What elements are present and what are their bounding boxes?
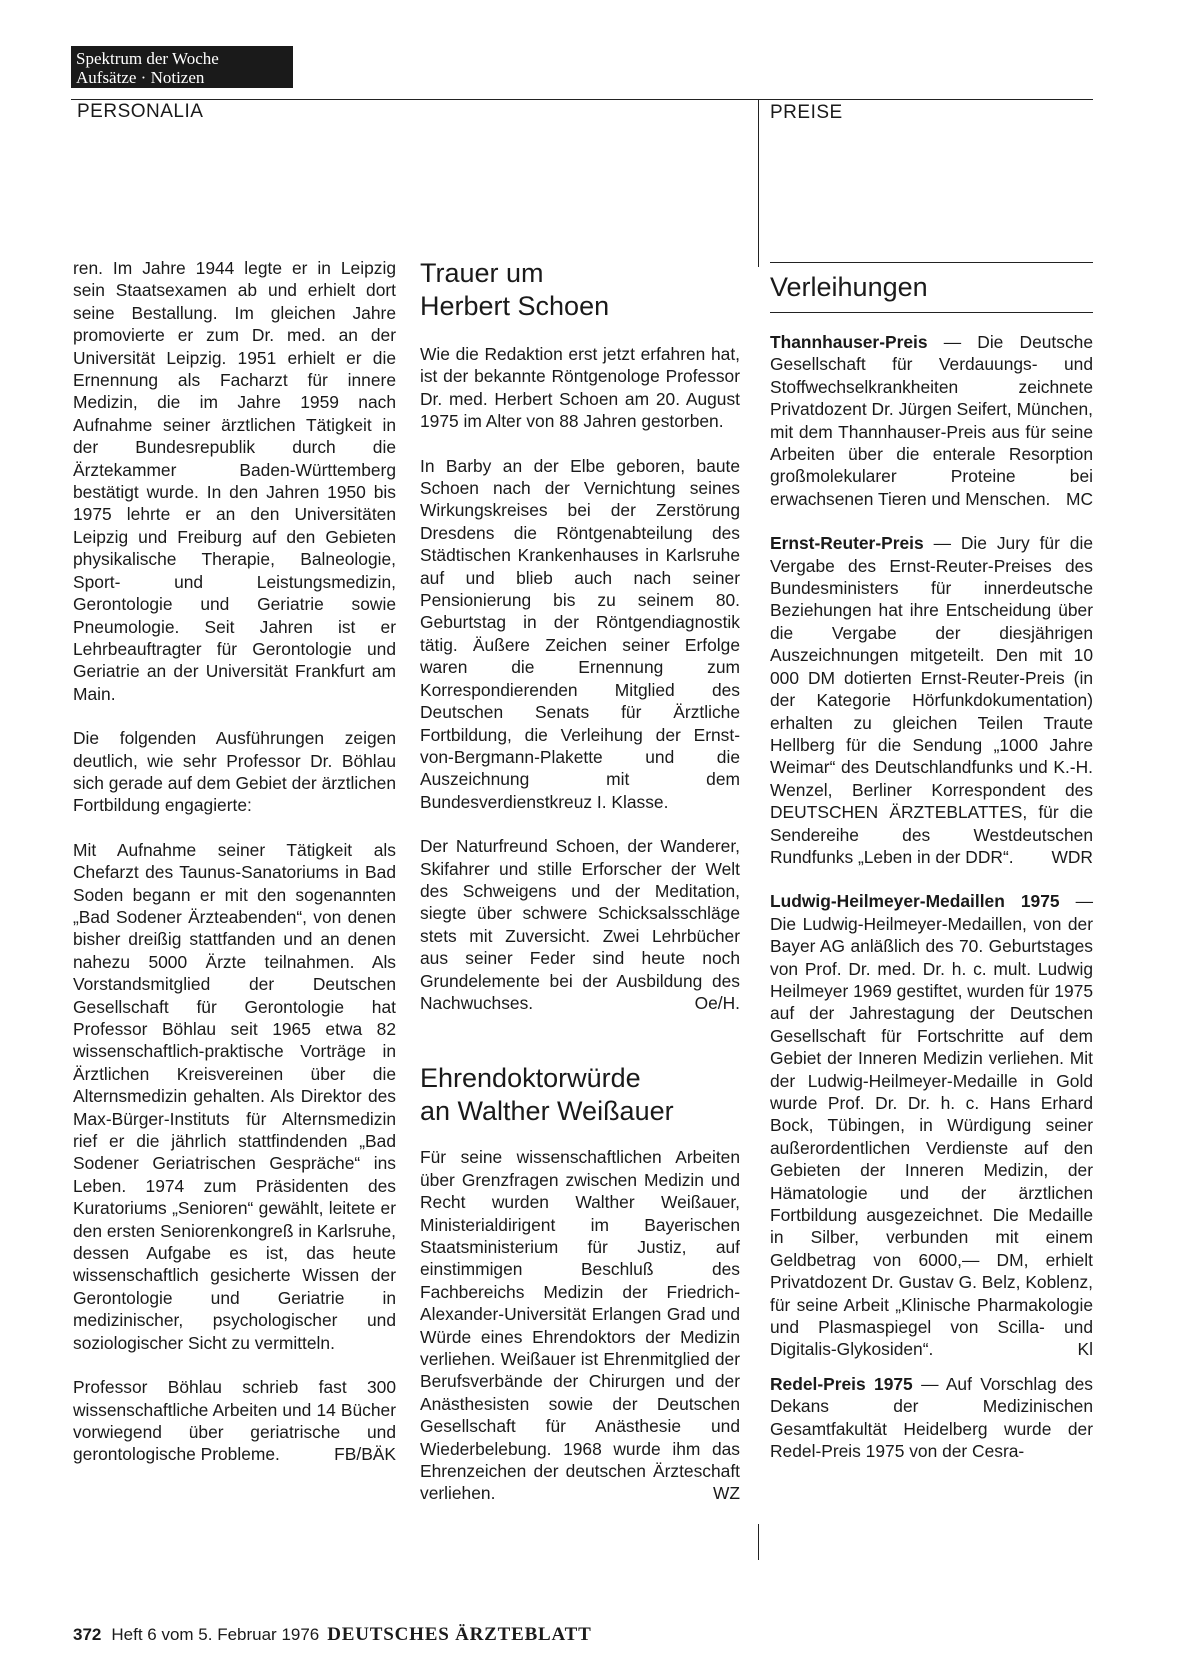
award-title: Ludwig-Heilmeyer-Medaillen 1975 [770,891,1060,912]
author-sign: WZ [712,1483,740,1504]
article-heading-schoen [420,257,740,323]
column-2 [420,257,740,1505]
paragraph-text: Professor Böhlau schrieb fast 300 wissenschaftliche Arbeiten und 14 Bücher vorwiegend über geriatrische und gerontologische Probleme. [73,1377,396,1465]
award-text: — Auf Vorschlag des Dekans der Medizinischen Gesamtfakultät Heidelberg wurde der Redel-Preis 1975 von der Cesra- [770,1373,1093,1462]
author-sign: WDR [1051,846,1093,867]
heading-line: Ehrendoktorwürde [420,1063,641,1094]
award-text: — Die Ludwig-Heilmeyer-Medaillen, von der Bayer AG anläßlich des 70. Geburtstages von Prof. Dr. med. Dr. h. c. mult. Ludwig Heilmeyer 1969 gestiftet, wurden für 1975 auf der Jahrestagung der Deutschen Gesellschaft für Fortschritte auf dem Gebiet der Inneren Medizin verliehen. Mit der Ludwig-Heilmeyer-Medaille in Gold wurde Prof. Dr. Dr. h. c. Hans Erhard Bock, Tübingen, in Würdigung seiner außerordentlichen Verdienste auf den Gebieten der Inneren Medizin, der Hämatologie und der ärztlichen Fortbildung ausgezeichnet. Die Medaille in Silber, verbunden mit einem Geldbetrag von 6000,— DM, erhielt Privatdozent Dr. Gustav G. Belz, Koblenz, für seine Arbeit „Klinische Pharmakologie und Plasmaspiegel von Scilla- und Digitalis-Glykosiden“. [770,891,1093,1360]
issue-info: Heft 6 vom 5. Februar 1976 [111,1625,320,1644]
column-1 [73,257,396,1466]
award-entry [770,890,1093,1361]
award-entry [770,1373,1093,1463]
section-label-personalia: PERSONALIA [77,101,204,122]
column-3 [770,262,1093,1463]
article-heading-weissauer [420,1062,740,1128]
page-number: 372 [73,1625,102,1644]
award-title: Ernst-Reuter-Preis [770,533,924,554]
paragraph-text: Der Naturfreund Schoen, der Wanderer, Skifahrer und stille Erforscher der Welt des Schweigens und der Meditation, siegte über schwere Schicksalsschläge stets mit Zuversicht. Zwei Lehrbücher aus seiner Feder sind heute noch Grundelemente bei der Ausbildung des Nachwuchses. [420,836,740,1013]
author-sign: FB/BÄK [334,1444,396,1465]
heading-line: Herbert Schoen [420,291,610,321]
paragraph: Mit Aufnahme seiner Tätigkeit als Chefarzt des Taunus-Sanatoriums in Bad Soden begann er mit den sogenannten „Bad Sodener Ärzteabenden“, von denen bisher dreißig stattfanden und an denen nahezu 5000 Ärzte teilnahmen. Als Vorstandsmitglied der Deutschen Gesellschaft für Gerontologie hat Professor Böhlau seit 1965 etwa 82 wissenschaftlich-praktische Vorträge in Ärztlichen Kreisvereinen über die Alternsmedizin gehalten. Als Direktor des Max-Bürger-Instituts für Alternsmedizin rief er die jährlich stattfindenden „Bad Sodener Geriatrischen Gespräche“ ins Leben. 1974 zum Präsidenten des Kuratoriums „Senioren“ gewählt, leitete er den ersten Seniorenkongreß in Karlsruhe, dessen Aufgabe es ist, das heute wissenschaftlich gesicherte Wissen der Gerontologie und Geriatrie in medizinischer, psychologischer und soziologischer Sicht zu vermitteln. [73,839,396,1353]
paragraph [420,835,740,1014]
column-divider-bottom [758,1524,759,1560]
column-divider-top [758,99,759,267]
award-entry [770,331,1093,510]
paragraph: Die folgenden Ausführungen zeigen deutlich, wie sehr Professor Dr. Böhlau sich gerade auf dem Gebiet der ärztlichen Fortbildung engagierte: [73,728,396,816]
author-sign: Kl [1077,1339,1093,1360]
badge-line-2: Aufsätze · Notizen [76,68,205,87]
author-sign: Oe/H. [694,992,740,1013]
heading-line: an Walther Weißauer [420,1096,674,1127]
award-text: — Die Deutsche Gesellschaft für Verdauungs- und Stoffwechselkrankheiten zeichnete Privatdozent Dr. Jürgen Seifert, München, mit dem Thannhauser-Preis aus für seine Arbeiten über die enterale Resorption großmolekularer Proteine bei erwachsenen Tieren und Menschen. [770,332,1093,509]
paragraph [73,1376,396,1466]
award-title: Redel-Preis 1975 [770,1373,913,1394]
award-text: — Die Jury für die Vergabe des Ernst-Reuter-Preises des Bundesministers für innerdeutsche Beziehungen hat ihre Entscheidung über die Vergabe der diesjährigen Auszeichnungen mitgeteilt. Den mit 10 000 DM dotierten Ernst-Reuter-Preis (in der Kategorie Hörfunkdokumentation) erhalten zu gleichen Teilen Traute Hellberg für die Sendung „1000 Jahre Weimar“ des Deutschlandfunks und K.-H. Wenzel, Berliner Korrespondent des DEUTSCHEN ÄRZTEBLATTES, für die Sendereihe des Westdeutschen Rundfunks „Leben in der DDR“. [770,533,1093,867]
author-sign: MC [1065,488,1093,509]
heading-line: Trauer um [420,258,544,288]
page-footer [73,1624,592,1646]
paragraph: ren. Im Jahre 1944 legte er in Leipzig sein Staatsexamen ab und erhielt dort seine Bestallung. Im gleichen Jahre promovierte er zum Dr. med. an der Universität Leipzig. 1951 erhielt er die Ernennung als Facharzt für innere Medizin, die im Jahre 1959 nach Aufnahme seiner ärztlichen Tätigkeit in der Bundesrepublik durch die Ärztekammer Baden-Württemberg bestätigt wurde. In den Jahren 1950 bis 1975 lehrte er an den Universitäten Leipzig und Freiburg auf den Gebieten physikalische Therapie, Balneologie, Sport- und Leistungsmedizin, Gerontologie und Geriatrie sowie Pneumologie. Seit Jahren ist er Lehrbeauftragter für Gerontologie und Geriatrie an der Universität Frankfurt am Main. [73,258,396,704]
section-label-preise: PREISE [770,102,843,123]
award-entry [770,532,1093,868]
publication-section-badge [71,46,293,88]
paragraph: In Barby an der Elbe geboren, baute Schoen nach der Vernichtung seines Wirkungskreises bei der Zerstörung Dresdens die Röntgenabteilung des Städtischen Krankenhauses in Karlsruhe auf und blieb auch nach seiner Pensionierung bis zu seinem 80. Geburtstag in der Röntgendiagnostik tätig. Äußere Zeichen seiner Erfolge waren die Ernennung zum Korrespondierenden Mitglied des Deutschen Senats für Ärztliche Fortbildung, die Verleihung der Ernst-von-Bergmann-Plakette und die Auszeichnung mit dem Bundesverdienstkreuz I. Klasse. [420,455,740,812]
badge-line-1: Spektrum der Woche [76,49,219,68]
journal-name: DEUTSCHES ÄRZTEBLATT [327,1624,592,1645]
paragraph [420,1146,740,1505]
award-title: Thannhauser-Preis [770,332,928,352]
top-rule [71,99,1093,100]
paragraph: Wie die Redaktion erst jetzt erfahren hat, ist der bekannte Röntgenologe Professor Dr. med. Herbert Schoen am 20. August 1975 im Alter von 88 Jahren gestorben. [420,344,740,432]
paragraph-text: Für seine wissenschaftlichen Arbeiten über Grenzfragen zwischen Medizin und Recht wurden Walther Weißauer, Ministerialdirigent im Bayerischen Staatsministerium für Justiz, auf einstimmigen Beschluß des Fachbereichs Medizin der Friedrich-Alexander-Universität Erlangen Grad und Würde eines Ehrendoktors der Medizin verliehen. Weißauer ist Ehrenmitglied der Berufsverbände der Chirurgen und der Anästhesisten sowie der Deutschen Gesellschaft für Anästhesie und Wiederbelebung. 1968 wurde ihm das Ehrenzeichen der deutschen Ärzteschaft verliehen. [420,1147,740,1504]
section-heading-verleihungen: Verleihungen [770,272,928,302]
